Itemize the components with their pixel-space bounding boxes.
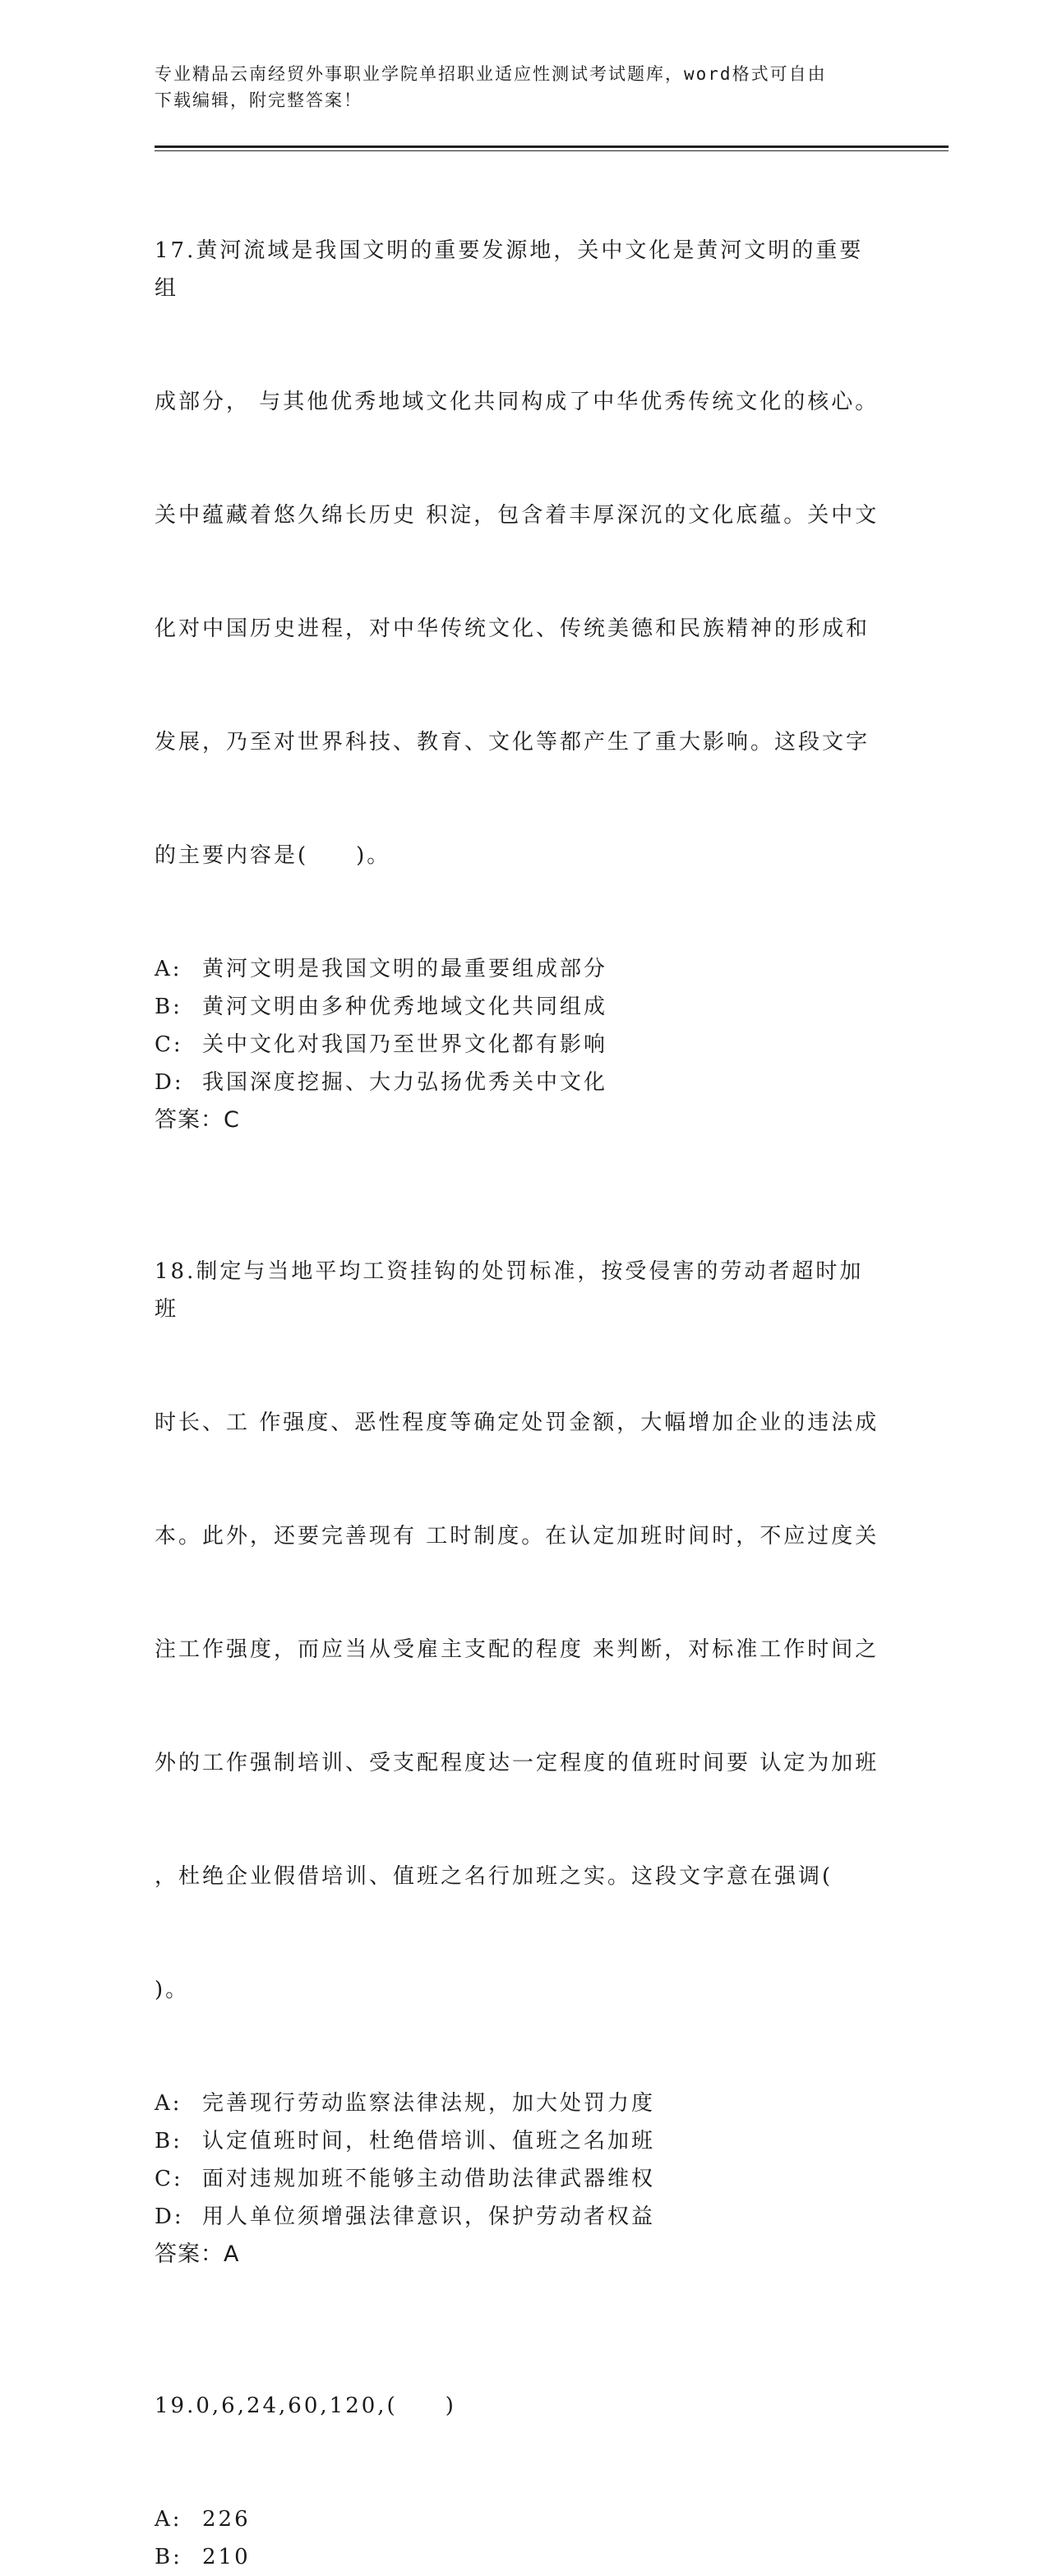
spacer — [155, 2274, 886, 2311]
option-c — [155, 1026, 886, 1064]
option-d — [155, 1064, 886, 1101]
option-text: 面对违规加班不能够主动借助法律武器维权 — [202, 2167, 656, 2191]
option-text: 用人单位须增强法律意识，保护劳动者权益 — [202, 2204, 656, 2229]
option-key: A: — [155, 2507, 182, 2532]
option-text: 我国深度挖掘、大力弘扬优秀关中文化 — [202, 1070, 608, 1095]
answer-label: 答案：A — [155, 2241, 240, 2267]
stem-line: 发展，乃至对世界科技、教育、文化等都产生了重大影响。这段文字 — [155, 730, 870, 755]
option-key: C: — [155, 1032, 183, 1057]
header-rule-thick — [155, 145, 949, 148]
stem-line: 成部分， 与其他优秀地域文化共同构成了中华优秀传统文化的核心。 — [155, 390, 879, 414]
stem-line: 的主要内容是( )。 — [155, 843, 391, 868]
option-text: 完善现行劳动监察法律法规，加大处罚力度 — [202, 2091, 656, 2116]
option-c — [155, 2160, 886, 2198]
option-b — [155, 2538, 886, 2576]
option-text: 认定值班时间，杜绝借培训、值班之名加班 — [202, 2129, 656, 2154]
option-a — [155, 2500, 886, 2538]
header-line-2: 下载编辑，附完整答案！ — [155, 90, 362, 110]
option-key: C: — [155, 2167, 183, 2191]
option-key: D: — [155, 1070, 184, 1095]
option-key: B: — [155, 2129, 182, 2154]
stem-line: ，杜绝企业假借培训、值班之名行加班之实。这段文字意在强调( — [155, 1864, 833, 1889]
question-18 — [155, 1177, 886, 2274]
stem-line: 注工作强度，而应当从受雇主支配的程度 来判断，对标准工作时间之 — [155, 1637, 879, 1662]
option-a — [155, 2084, 886, 2122]
option-a — [155, 950, 886, 988]
header-line-1: 专业精品云南经贸外事职业学院单招职业适应性测试考试题库，word格式可自由 — [155, 64, 827, 84]
stem-line: 时长、工 作强度、恶性程度等确定处罚金额，大幅增加企业的违法成 — [155, 1410, 879, 1435]
option-b — [155, 2122, 886, 2160]
stem-line: 17.黄河流域是我国文明的重要发源地，关中文化是黄河文明的重要组 — [155, 238, 864, 301]
stem-line: 关中蕴藏着悠久绵长历史 积淀，包含着丰厚深沉的文化底蕴。关中文 — [155, 503, 879, 528]
header-rule-thin — [155, 150, 949, 151]
question-stem — [155, 2311, 886, 2500]
option-key: B: — [155, 995, 182, 1019]
question-stem — [155, 1177, 886, 2084]
question-stem — [155, 156, 886, 950]
document-header — [155, 61, 878, 113]
question-19 — [155, 2311, 886, 2576]
option-text: 黄河文明由多种优秀地域文化共同组成 — [202, 995, 608, 1019]
option-text: 关中文化对我国乃至世界文化都有影响 — [202, 1032, 608, 1057]
option-text: 黄河文明是我国文明的最重要组成部分 — [202, 957, 608, 981]
question-list — [155, 156, 886, 2576]
option-text: 226 — [202, 2507, 251, 2532]
spacer — [155, 1139, 886, 1177]
option-b — [155, 988, 886, 1026]
answer-label: 答案：C — [155, 1107, 240, 1133]
stem-line: 19.0,6,24,60,120,( ) — [155, 2394, 456, 2418]
stem-line: 18.制定与当地平均工资挂钩的处罚标准，按受侵害的劳动者超时加班 — [155, 1259, 864, 1322]
stem-line: 本。此外，还要完善现有 工时制度。在认定加班时间时，不应过度关 — [155, 1524, 879, 1549]
option-key: B: — [155, 2545, 182, 2569]
stem-line: )。 — [155, 1978, 190, 2002]
stem-line: 化对中国历史进程，对中华传统文化、传统美德和民族精神的形成和 — [155, 616, 870, 641]
option-key: A: — [155, 2091, 182, 2116]
option-key: D: — [155, 2204, 184, 2229]
stem-line: 外的工作强制培训、受支配程度达一定程度的值班时间要 认定为加班 — [155, 1751, 879, 1775]
option-key: A: — [155, 957, 182, 981]
option-d — [155, 2198, 886, 2236]
question-17 — [155, 156, 886, 1139]
option-text: 210 — [202, 2545, 251, 2569]
